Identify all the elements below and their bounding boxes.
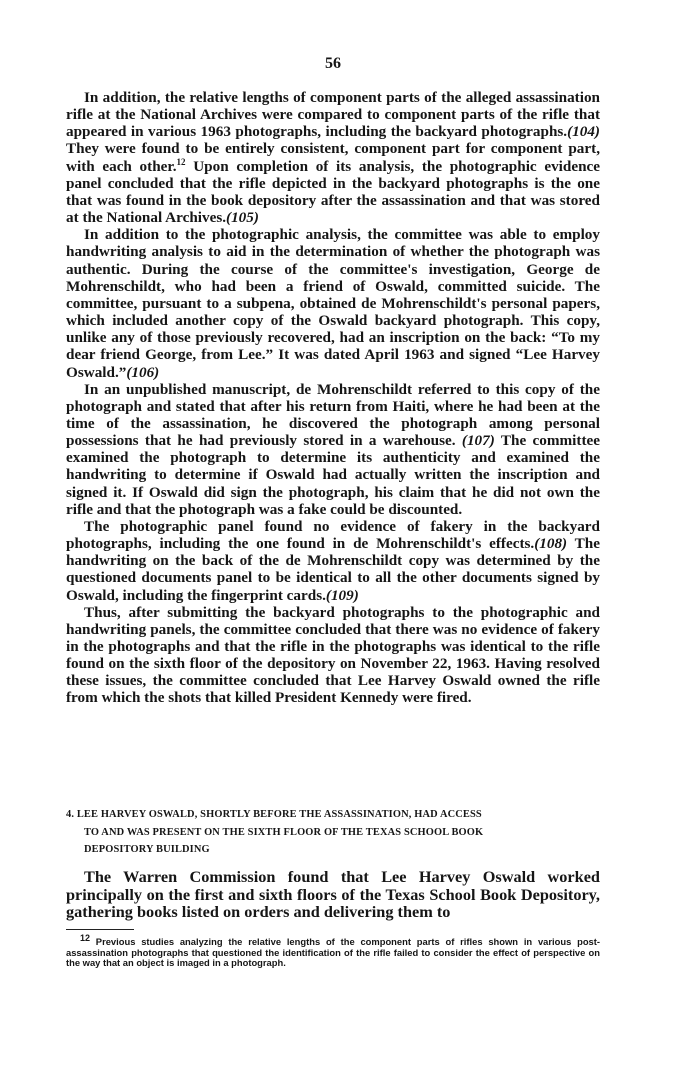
body-text [66,89,600,707]
paragraph-warren-commission: The Warren Commission found that Lee Harvey Oswald worked principally on the first and sixth floors of the Texas School Book Depository, gathering books listed on orders and delivering them to [66,867,600,921]
paragraph-text: The handwriting on the back of the de Mohrenschildt copy was determined by the questioned documents panel to be identical to all the other documents signed by Oswald, including the fingerprint cards. [66,535,600,604]
footnote-text: Previous studies analyzing the relative lengths of the component parts of rifles shown in various post-assassination photographs that questioned the identification of the rifle failed to consider the effect of perspective on the way that an object is imaged in a photograph. [66,936,600,969]
paragraph-text: Thus, after submitting the backyard photographs to the photographic and handwriting panels, the committee concluded that there was no evidence of fakery in the photographs and that the rifle in the photographs was identical to the rifle found on the sixth floor of the depository on November 22, 1963. Having resolved these issues, the committee concluded that Lee Harvey Oswald owned the rifle from which the shots that killed President Kennedy were fired. [66,603,600,707]
footnote-marker: 12 [80,932,91,943]
paragraph-text: In an unpublished manuscript, de Mohrenschildt referred to this copy of the photograph and stated that after his return from Haiti, where he had been at the time of the assassination, he discovered the photograph among personal possessions that he had previously stored in a warehouse. [66,380,600,450]
paragraph-manuscript [66,381,600,518]
footnote [66,932,600,969]
paragraph-handwriting-analysis [66,226,600,380]
paragraph-text: They were found to be entirely consistent, component part for component part, with each other. [66,140,600,175]
citation-ref: (106) [126,363,160,381]
citation-ref: (109) [325,586,359,604]
footnote-divider [66,929,134,930]
paragraph-photographic-panel [66,518,600,604]
heading-line: TO AND WAS PRESENT ON THE SIXTH FLOOR OF THE TEXAS SCHOOL BOOK [84,826,484,838]
paragraph-text: The committee examined the photograph to determine its authenticity and examined the handwriting to determine if Oswald had actually written the inscription and signed it. If Oswald did sign the photograph, his claim that he did not own the rifle and that the photograph was a fake could be discounted. [66,432,600,518]
heading-line: 4. LEE HARVEY OSWALD, SHORTLY BEFORE THE ASSASSINATION, HAD ACCESS [66,809,482,820]
heading-line: DEPOSITORY BUILDING [84,844,210,855]
paragraph-text: In addition, the relative lengths of component parts of the alleged assassination rifle at the National Archives were compared to component parts of the rifle that appeared in various 1963 photographs, including the backyard photographs. [66,89,600,141]
citation-ref: (104) [567,123,600,141]
paragraph-text: In addition to the photographic analysis, the committee was able to employ handwriting analysis to aid in the determination of whether the photograph was authentic. During the course of the committee's investigation, George de Mohrenschildt, who had been a friend of Oswald, committed suicide. The committee, pursuant to a subpena, obtained de Mohrenschildt's personal papers, which included another copy of the Oswald backyard photograph. This copy, unlike any of those previously recovered, had an inscription on the back: “To my dear friend George, from Lee.” It was dated April 1963 and signed “Lee Harvey Oswald.” [66,226,600,381]
citation-ref: (108) [534,535,568,553]
section-heading [66,806,600,859]
paragraph-text: The photographic panel found no evidence of fakery in the backyard photographs, including the one found in de Mohrenschildt's effects. [66,517,600,553]
citation-ref: (107) [461,432,495,450]
citation-ref: (105) [226,209,259,227]
paragraph-conclusion [66,604,600,707]
footnote-marker: 12 [176,156,186,167]
page-number: 56 [325,55,341,72]
paragraph-text: Upon completion of its analysis, the photographic evidence panel concluded that the rifle depicted in the backyard photographs is the one that was found in the book depository after the assassination and that was stored at the National Archives. [66,157,600,227]
paragraph-rifle-comparison [66,89,600,226]
